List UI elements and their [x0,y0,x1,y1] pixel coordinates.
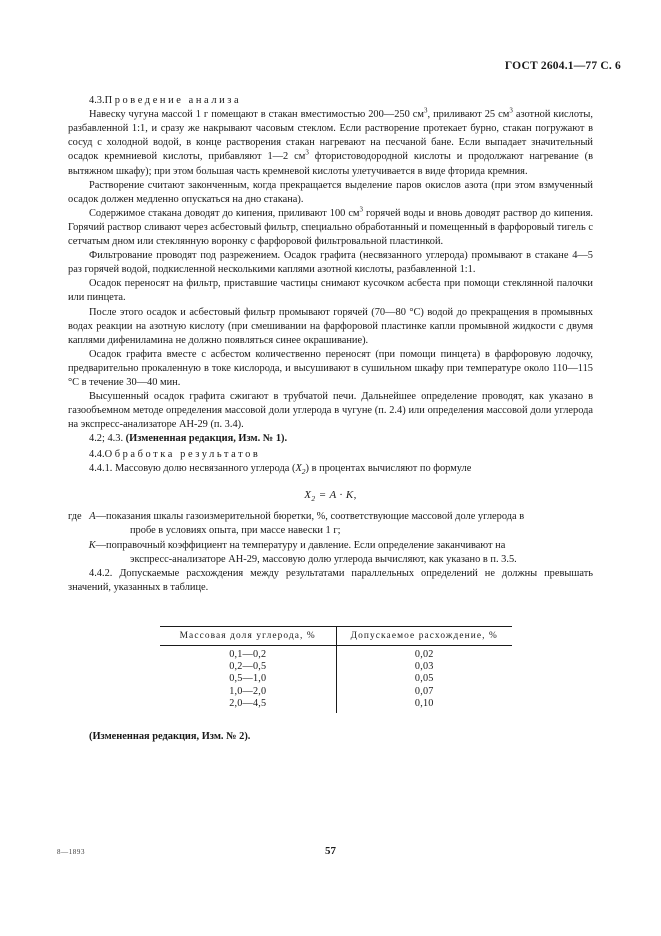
redaction-note-1 [68,432,593,447]
text-fragment: Содержимое стакана доводят до кипения, приливают 100 см [89,207,360,219]
paragraph-vacuum-filtration: Фильтрование проводят под разрежением. Осадок графита (несвязанного углерода) промывают в стакане 4—5 раз горячей водой, подкисленной несколькими каплями азотной кислоты, разбавленной 1:1. [68,250,593,276]
section-heading-4-4 [68,447,593,462]
tolerance-table [160,626,512,713]
formula-x2 [68,479,593,510]
cell-carbon-fraction: 0,5—1,0 [160,673,336,685]
paragraph-dissolution-complete: Растворение считают законченным, когда прекращается выделение паров окислов азота (при этом взмученный осадок должен медленно опускаться на дно стакана). [68,179,593,205]
text-column [68,93,593,595]
redaction-note-text: (Измененная редакция, Изм. № 1). [125,433,288,445]
cell-carbon-fraction: 0,2—0,5 [160,661,336,673]
legend-symbol-a: A [89,511,96,523]
table-header [160,627,512,646]
text-fragment: ) в процентах вычисляют по формуле [305,463,472,475]
footer-signature-mark: 8—1893 [57,848,86,856]
legend-dash: — [95,539,107,551]
superscript-cubic: 3 [423,106,428,115]
legend-text-k-line1: поправочный коэффициент на температуру и давление. Если определение заканчивают на [106,539,506,551]
formula-legend [68,510,593,566]
legend-symbol-k: K [88,539,96,551]
cell-allowed-deviation: 0,07 [414,685,434,697]
paragraph-boiling-filtering [68,207,593,249]
section-number-4-4: 4.4. [89,448,105,460]
legend-text-k-line2: экспресс-анализаторе АН-29, массовую долю углерода вычисляют, как указано в п. 3.5. [130,553,517,565]
text-fragment: 4.4.1. Массовую долю несвязанного углерода ( [89,463,296,475]
redaction-note-2: (Измененная редакция, Изм. № 2). [89,731,251,742]
paragraph-washing-asbestos-filter: После этого осадок и асбестовый фильтр промывают горячей (70—80 °С) водой до прекращения в промывных водах реакции на азотную кислоту (при смешивании на фарфоровой пластинке капли промывной жидкости с двумя каплями дифениламина не должно появляться синее окрашивание). [68,306,593,346]
paragraph-combustion-tube-furnace: Высушенный осадок графита сжигают в трубчатой печи. Дальнейшее определение проводят, как указано в газообъемном методе определения массовой доли углерода в чугуне (п. 2.4) или определения массовой доли углерода на экспресс-анализаторе АН-29 (п. 3.4). [68,391,593,431]
cell-allowed-deviation: 0,05 [414,673,434,685]
cell-allowed-deviation: 0,02 [336,646,512,661]
legend-text-a-line1: показания шкалы газоизмерительной бюретки, %, соответствующие массовой доле углерода в [106,511,525,523]
formula-variable: X [304,489,312,502]
table-header-allowed-deviation: Допускаемое расхождение, % [336,627,512,646]
paragraph-precipitate-transfer: Осадок переносят на фильтр, приставшие частицы снимают кусочком асбеста при помощи стеклянной палочки или пинцета. [68,278,593,304]
footer-page-number: 57 [325,845,336,857]
paragraph-sample-dissolution [68,108,593,178]
legend-text-a-line2: пробе в условиях опыта, при массе навески 1 г; [130,525,341,537]
legend-dash: — [95,511,107,523]
paragraph-4-4-2 [68,567,593,595]
legend-entry-k [68,539,593,553]
text-fragment: Навеску чугуна массой 1 г помещают в стакан вместимостью 200—250 см [89,109,424,121]
text-fragment: , приливают 25 см [427,109,510,121]
legend-lead-word: где [68,511,82,523]
cell-carbon-fraction: 0,1—0,2 [160,646,336,661]
section-number-4-3: 4.3. [89,95,105,106]
table-row [160,685,512,697]
redaction-clause-refs: 4.2; 4.3. [89,433,126,445]
cell-allowed-deviation: 0,03 [414,661,434,673]
running-head-standard-ref: ГОСТ 2604.1—77 С. 6 [504,60,621,72]
superscript-cubic: 3 [509,106,513,115]
section-title-4-3: Проведение анализа [104,95,242,106]
section-title-4-4: Обработка результатов [104,448,261,460]
cell-allowed-deviation: 0,10 [414,697,434,709]
text-fragment: 4.4.2. Допускаемые расхождения между результатами параллельных определений не должны превышать значений, указанных в таблице. [68,568,593,594]
text-fragment: фтористоводородной кислоты и продолжают нагревание (в вытяжном шкафу); при этом большая часть кремневой кислоты улетучивается в виде фторида кремния. [68,151,593,177]
formula-body: = A · K, [315,489,357,502]
text-fragment: горячей воды и вновь доводят раствор до кипения. Горячий раствор сливают через асбестовый фильтр, специально обработанный и помещенный в фарфоровый тигель с сетчатым дном или стеклянную воронку с фарфоровой фильтровальной пластинкой. [68,207,593,248]
text-fragment: азотной кислоты, разбавленной 1:1, и сразу же накрывают часовым стеклом. Если растворение протекает бурно, стакан погружают в сосуд с холодной водой, в конце растворения стакан нагревают на песчаной бане. Если выпадает значительный осадок кремниевой кислоты, прибавляют 1—2 см [68,109,593,163]
table-header-row [160,627,512,646]
table-row [160,697,512,713]
table-row [160,661,512,673]
formula-subscript: 2 [311,494,316,504]
table-header-carbon-fraction: Массовая доля углерода, % [160,627,336,646]
cell-carbon-fraction: 2,0—4,5 [160,697,336,713]
paragraph-graphite-boat-drying: Осадок графита вместе с асбестом количественно переносят (при помощи пинцета) в фарфоровую лодочку, предварительно прокаленную в токе кислорода, и высушивают в сушильном шкафу при температуре около 110—115 °С в течение 30—40 мин. [68,348,593,388]
variable-x2: $X_2$ [295,463,306,477]
legend-entry-a [68,510,593,524]
table-body [160,646,512,713]
superscript-cubic: 3 [305,149,309,158]
tolerance-table-wrapper [160,626,512,713]
cell-carbon-fraction: 1,0—2,0 [160,685,336,697]
table-row [160,673,512,685]
paragraph-4-4-1 [68,462,593,479]
section-heading-4-3 [68,93,593,108]
table-row [160,646,512,661]
superscript-cubic: 3 [359,205,364,214]
